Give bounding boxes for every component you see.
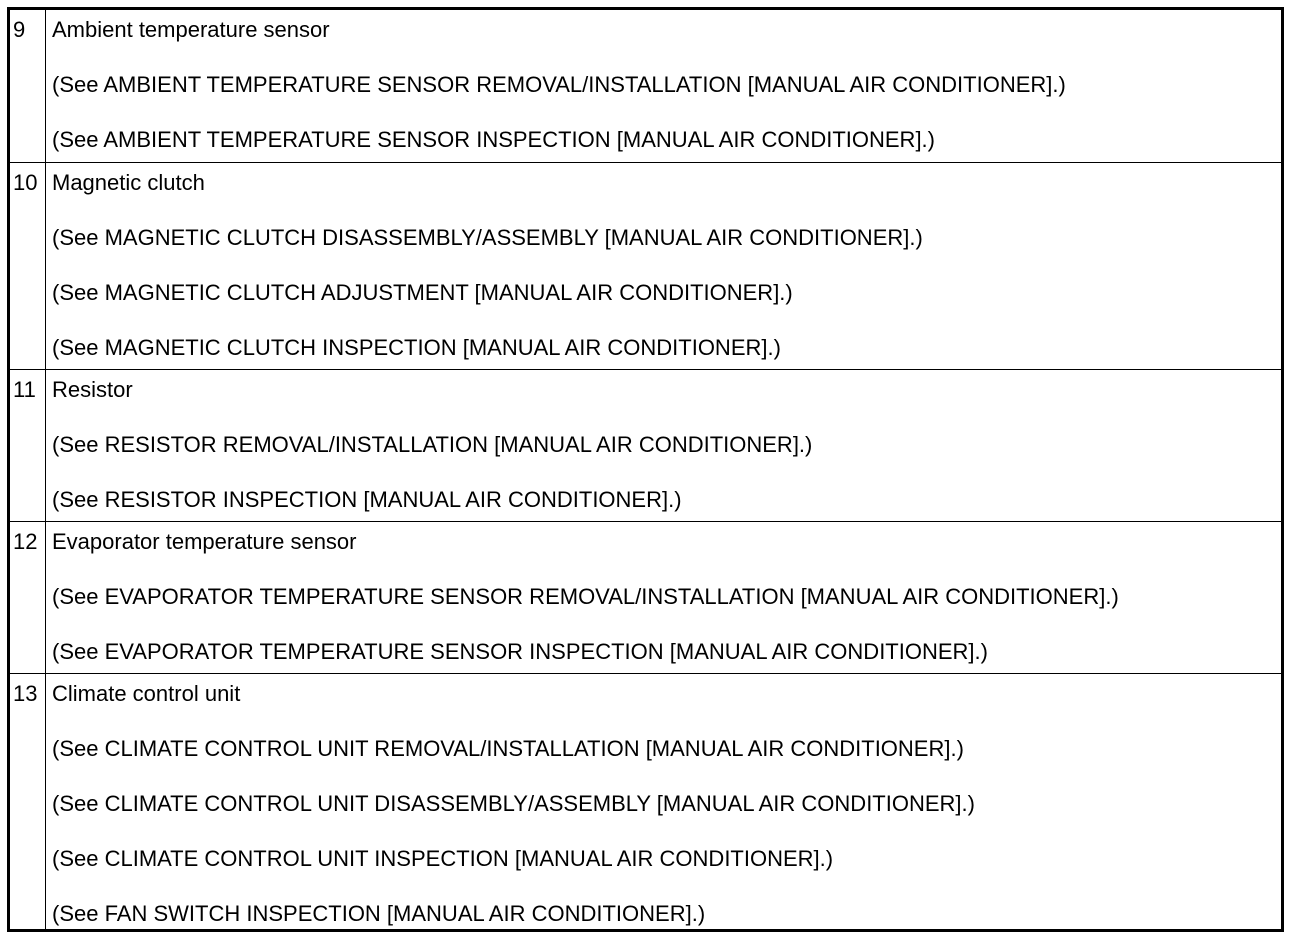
component-table bbox=[7, 7, 1284, 932]
item-content bbox=[46, 163, 1281, 369]
reference-link[interactable]: (See EVAPORATOR TEMPERATURE SENSOR REMOVAL/INSTALLATION [MANUAL AIR CONDITIONER].) bbox=[52, 584, 1119, 609]
item-title: Ambient temperature sensor bbox=[52, 17, 330, 42]
item-content bbox=[46, 10, 1281, 162]
table-row bbox=[10, 521, 1281, 673]
item-number: 9 bbox=[10, 10, 46, 162]
table-row bbox=[10, 673, 1281, 929]
item-number: 10 bbox=[10, 163, 46, 369]
table-row bbox=[10, 162, 1281, 369]
item-content bbox=[46, 522, 1281, 673]
reference-link[interactable]: (See CLIMATE CONTROL UNIT INSPECTION [MANUAL AIR CONDITIONER].) bbox=[52, 846, 834, 871]
reference-link[interactable]: (See AMBIENT TEMPERATURE SENSOR INSPECTION [MANUAL AIR CONDITIONER].) bbox=[52, 127, 935, 152]
reference-link[interactable]: (See CLIMATE CONTROL UNIT REMOVAL/INSTALLATION [MANUAL AIR CONDITIONER].) bbox=[52, 736, 964, 761]
reference-link[interactable]: (See CLIMATE CONTROL UNIT DISASSEMBLY/ASSEMBLY [MANUAL AIR CONDITIONER].) bbox=[52, 791, 975, 816]
reference-link[interactable]: (See MAGNETIC CLUTCH INSPECTION [MANUAL AIR CONDITIONER].) bbox=[52, 335, 781, 360]
reference-link[interactable]: (See EVAPORATOR TEMPERATURE SENSOR INSPECTION [MANUAL AIR CONDITIONER].) bbox=[52, 639, 988, 664]
item-title: Resistor bbox=[52, 377, 133, 402]
table-row bbox=[10, 10, 1281, 162]
reference-link[interactable]: (See RESISTOR INSPECTION [MANUAL AIR CONDITIONER].) bbox=[52, 487, 682, 512]
item-content bbox=[46, 674, 1281, 929]
reference-link[interactable]: (See AMBIENT TEMPERATURE SENSOR REMOVAL/INSTALLATION [MANUAL AIR CONDITIONER].) bbox=[52, 72, 1066, 97]
item-title: Climate control unit bbox=[52, 681, 241, 706]
item-number: 11 bbox=[10, 370, 46, 521]
item-title: Magnetic clutch bbox=[52, 170, 205, 195]
item-number: 12 bbox=[10, 522, 46, 673]
item-title: Evaporator temperature sensor bbox=[52, 529, 357, 554]
item-number: 13 bbox=[10, 674, 46, 929]
table-row bbox=[10, 369, 1281, 521]
item-content bbox=[46, 370, 1281, 521]
reference-link[interactable]: (See MAGNETIC CLUTCH DISASSEMBLY/ASSEMBLY [MANUAL AIR CONDITIONER].) bbox=[52, 225, 923, 250]
reference-link[interactable]: (See RESISTOR REMOVAL/INSTALLATION [MANUAL AIR CONDITIONER].) bbox=[52, 432, 813, 457]
reference-link[interactable]: (See MAGNETIC CLUTCH ADJUSTMENT [MANUAL AIR CONDITIONER].) bbox=[52, 280, 793, 305]
reference-link[interactable]: (See FAN SWITCH INSPECTION [MANUAL AIR CONDITIONER].) bbox=[52, 901, 706, 926]
